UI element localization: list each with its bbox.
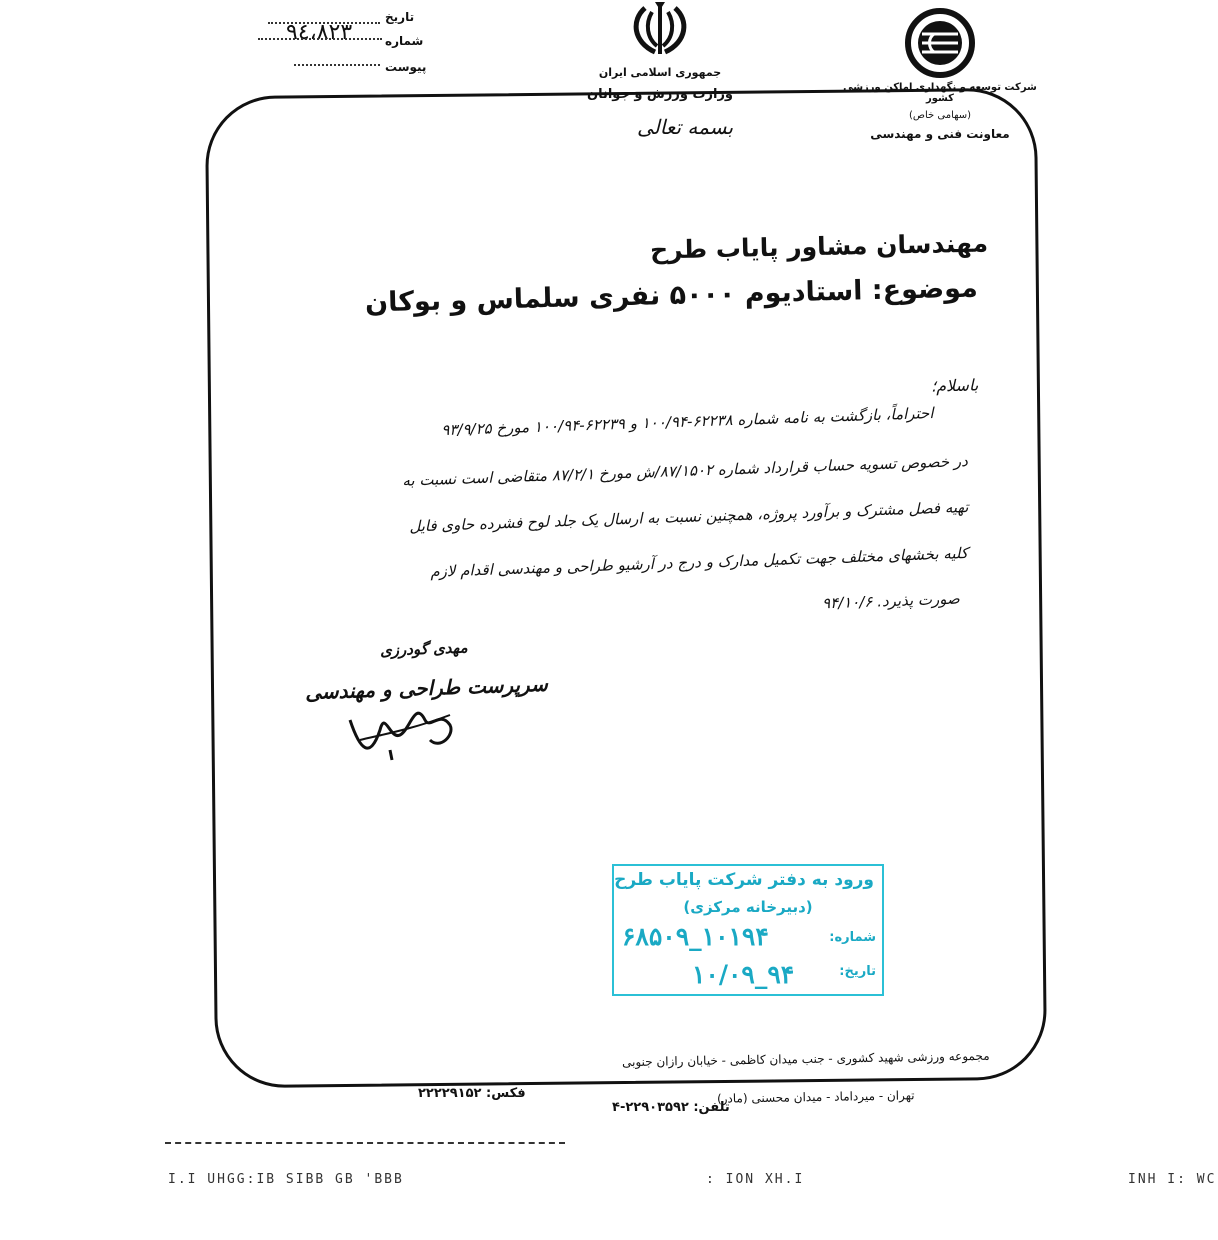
department-name: معاونت فنی و مهندسی [870,127,1010,141]
body-line: کلیه بخشهای مختلف جهت تکمیل مدارک و درج در آرشیو طراحی و مهندسی اقدام لازم [430,544,969,581]
fax-header-left: I.I UHGG:IB SIBB GB 'BBB [168,1172,404,1187]
stamp-date-value: ۹۴_۱۰/۰۹ [692,960,795,989]
number-label: شماره [385,34,424,48]
stamp-title: ورود به دفتر شرکت پایاب طرح [614,870,874,890]
stamp-number-label: شماره: [829,930,876,945]
number-value: ۹٤،٨٢٣ [286,20,353,45]
greeting: باسلام؛ [930,375,979,396]
address-line-2: تهران - میرداماد - میدان محسنی (مادر) [717,1088,916,1106]
republic-line: جمهوری اسلامی ایران [598,66,722,79]
fax-value: ۲۲۲۲۹۱۵۲ [418,1086,482,1101]
closing-line: صورت پذیرد. ۹۴/۱۰/۶ [821,589,961,613]
stamp-subtitle: (دبیرخانه مرکزی) [683,898,813,916]
phone-label: تلفن: [693,1100,730,1115]
body-line: احتراماً، بازگشت به نامه شماره ۶۲۲۳۸-۱۰۰/۹۴ و ۶۲۲۳۹-۱۰۰/۹۴ مورخ ۹۳/۹/۲۵ [440,404,934,440]
address-line-1: مجموعه ورزشی شهید کشوری - جنب میدان کاظمی - خیابان رازان جنوبی [622,1048,991,1070]
stamp-date-label: تاریخ: [839,964,876,979]
iran-emblem-icon [625,0,695,60]
fax-label: فکس: [486,1086,526,1101]
attachment-label: پیوست [385,60,427,74]
phone-value: ۲۲۹۰۳۵۹۲-۴ [612,1100,689,1115]
bismillah-heading: بسمه تعالی [636,115,734,139]
government-header [560,0,760,102]
fax-header-right: INH I: WC [1128,1172,1217,1187]
receipt-stamp [612,864,884,996]
attachment-dots [294,64,380,66]
addressee: مهندسان مشاور پایاب طرح [649,228,989,265]
company-type: (سهامی خاص) [908,110,972,121]
signer-title: سرپرست طراحی و مهندسی [304,671,549,705]
date-label: تاریخ [385,10,415,24]
company-name: شرکت توسعه و نگهداری اماکن ورزشی کشور [843,82,1037,104]
signature-icon [330,680,480,770]
stamp-number-value: ۱۰۱۹۴_۶۸۵۰۹ [622,922,769,951]
subject-line: موضوع: استادیوم ۵۰۰۰ نفری سلماس و بوکان [364,272,979,319]
body-line: در خصوص تسویه حساب قرارداد شماره ۸۷/۱۵۰۲/ش مورخ ۸۷/۲/۱ متقاضی است نسبت به [402,452,969,490]
ministry-line: وزارت ورزش و جوانان [586,87,734,102]
phone-number [612,1100,730,1115]
fax-divider [165,1142,565,1144]
body-line: تهیه فصل مشترک و برآورد پروژه، همچنین نسبت به ارسال یک جلد لوح فشرده حاوی فایل [408,498,969,536]
signer-name: مهدی گودرزی [379,638,468,660]
number-dots [258,38,382,40]
company-logo-icon [894,8,986,78]
fax-header-middle: : ION XH.I [706,1172,805,1187]
fax-number [418,1086,526,1101]
